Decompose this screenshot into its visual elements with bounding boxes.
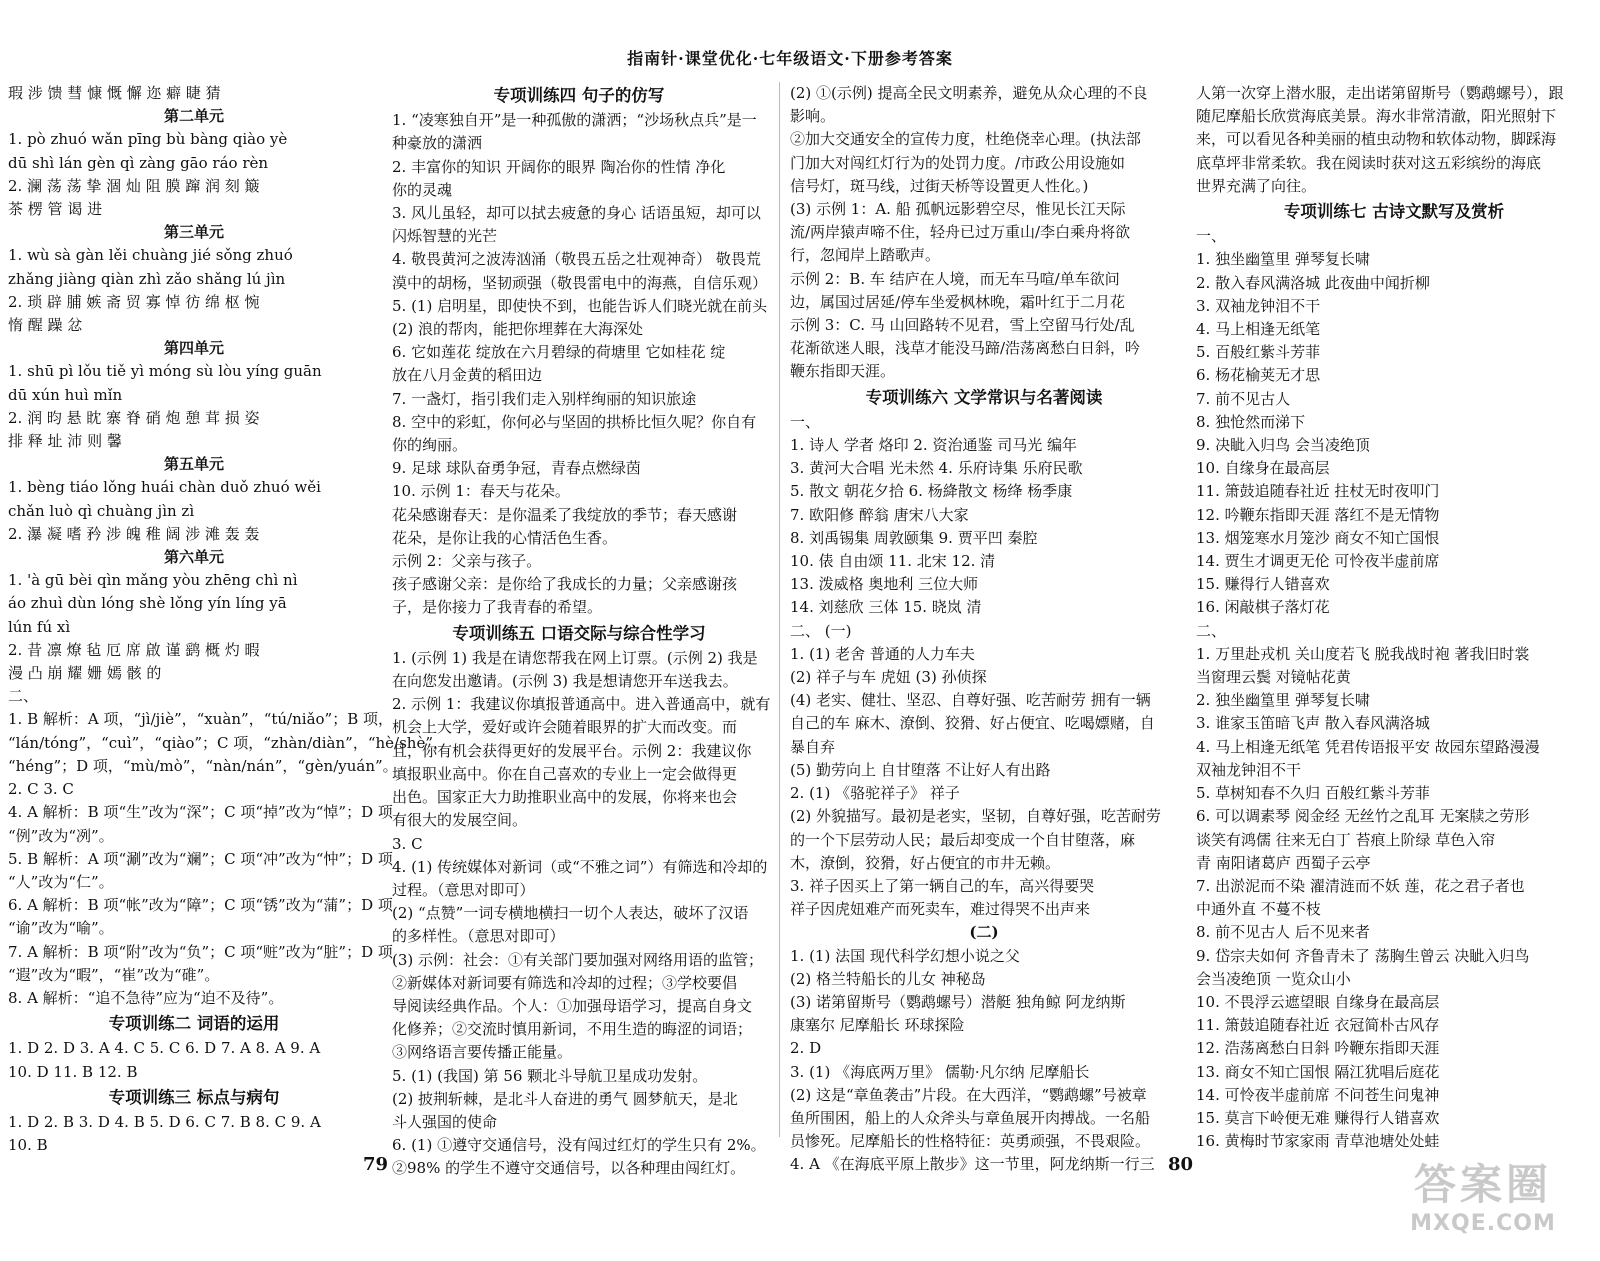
answer-line: 4. A 解析：B 项“生”改为“深”；C 项“掉”改为“悼”；D 项 [8, 803, 393, 822]
unit-heading: 第三单元 [163, 223, 224, 242]
section-title: 专项训练四 句子的仿写 [493, 86, 665, 105]
answer-line: (2) 浪的帮肉，能把你埋葬在大海深处 [392, 320, 644, 339]
answer-line: 化修养；②交流时慎用新词，不用生造的晦涩的词语； [392, 1020, 753, 1039]
answer-line: 导阅读经典作品。个人：①加强母语学习，提高自身文 [392, 996, 753, 1015]
answer-line: (4) 老实、健壮、坚忍、自尊好强、吃苦耐劳 拥有一辆 [790, 691, 1151, 710]
answer-line: 来，可以看见各种美丽的植虫动物和软体动物，脚踩海 [1196, 130, 1557, 149]
section-title: 专项训练五 口语交际与综合性学习 [452, 623, 706, 643]
answer-line: 3. 谁家玉笛暗飞声 散入春风满洛城 [1196, 714, 1430, 733]
answer-line: 8. 前不见古人 后不见来者 [1196, 923, 1370, 942]
answer-line: 10. 示例 1：春天与花朵。 [392, 482, 570, 501]
answer-line: 暴自弃 [790, 737, 836, 756]
column-3 [790, 82, 1178, 1177]
answer-line: (3) 诺第留斯号（鹦鹉螺号）潜艇 独角鲸 阿龙纳斯 [790, 992, 1126, 1011]
answer-line: 14. 可怜夜半虚前席 不问苍生问鬼神 [1196, 1085, 1440, 1104]
page-number-right: 80 [1168, 1154, 1194, 1175]
answer-line: 4. 马上相逢无纸笔 凭君传语报平安 故园东望路漫漫 [1196, 737, 1540, 756]
answer-line: 放在八月金黄的稻田边 [392, 366, 543, 385]
answer-line: 排 释 址 沛 则 馨 [8, 432, 122, 451]
answer-line: 15. 莫言下岭便无难 赚得行人错喜欢 [1196, 1108, 1440, 1127]
section-title: 专项训练六 文学常识与名著阅读 [865, 387, 1103, 407]
answer-line: (2) ①(示例) 提高全民文明素养，避免从众心理的不良 [790, 84, 1148, 102]
answer-line: 二、 [1196, 621, 1227, 640]
answer-line: 2. (1) 《骆驼祥子》 祥子 [790, 784, 960, 803]
answer-line: 花朵，是你让我的心情活色生香。 [392, 528, 618, 547]
answer-line: 14. 刘慈欣 三体 15. 晓岚 清 [790, 598, 982, 617]
answer-line: 漫 凸 崩 耀 姗 嫣 骸 的 [8, 664, 162, 683]
answer-line: “héng”；D 项，“mù/mò”，“nàn/nán”，“gèn/yuán”。 [8, 756, 398, 775]
answer-line: 6. 杨花榆荚无才思 [1196, 366, 1321, 385]
answer-line: 6. 可以调素琴 阅金经 无丝竹之乱耳 无案牍之劳形 [1196, 807, 1530, 826]
column-4 [1196, 82, 1592, 1153]
answer-line: 1. 'à gū bèi qìn mǎng yòu zhēng chì nì [8, 571, 298, 590]
answer-line: 青 南阳诸葛庐 西蜀子云亭 [1196, 853, 1371, 872]
answer-line: 5. B 解析：A 项“涮”改为“斓”；C 项“冲”改为“忡”；D 项 [8, 849, 393, 868]
answer-line: 1. (示例 1) 我是在请您帮我在网上订票。(示例 2) 我是 [392, 648, 758, 667]
answer-line: dū xún huì mǐn [8, 385, 123, 404]
answer-line: 13. 烟笼寒水月笼沙 商女不知亡国恨 [1196, 528, 1440, 547]
answer-line: 孩子感谢父亲：是你给了我成长的力量；父亲感谢孩 [392, 575, 738, 594]
answer-line: 机会上大学，爱好或许会随着眼界的扩大而改变。而 [392, 718, 738, 737]
answer-line: 有很大的发展空间。 [392, 811, 528, 830]
answer-line: 1. 诗人 学者 烙印 2. 资治通鉴 司马光 编年 [790, 436, 1078, 455]
answer-line: 1. D 2. D 3. A 4. C 5. C 6. D 7. A 8. A 9. A [8, 1039, 321, 1058]
answer-line: 3. 风儿虽轻，却可以拭去疲惫的身心 话语虽短，却可以 [392, 204, 761, 223]
answer-line: 谈笑有鸿儒 往来无白丁 苔痕上阶绿 草色入帘 [1196, 830, 1496, 849]
answer-line: 流/两岸猿声啼不住，轻舟已过万重山/李白乘舟将欲 [790, 223, 1131, 242]
answer-line: 花朵感谢春天：是你温柔了我绽放的季节；春天感谢 [392, 505, 738, 524]
answer-line: 员惨死。尼摩船长的性格特征：英勇顽强，不畏艰险。 [790, 1132, 1151, 1151]
answer-line: 信号灯，斑马线，过街天桥等设置更人性化。) [790, 176, 1089, 195]
answer-line: áo zhuì dùn lóng shè lǒng yín líng yā [8, 594, 287, 613]
answer-line: 子，是你接力了我青春的希望。 [392, 598, 603, 617]
answer-line: (2) 祥子与车 虎妞 (3) 孙侦探 [790, 668, 987, 687]
answer-line: 11. 箫鼓追随春社近 拄杖无时夜叩门 [1196, 482, 1440, 501]
answer-line: lún fú xì [8, 617, 71, 636]
answer-line: 你的绚丽。 [392, 436, 468, 455]
answer-line: (2) 这是“章鱼袭击”片段。在大西洋，“鹦鹉螺”号被章 [790, 1085, 1147, 1104]
answer-line: 1. B 解析：A 项，“jì/jiè”，“xuàn”，“tú/niǎo”；B 项， [8, 710, 393, 729]
answer-line: 2. 昔 凛 燎 毡 厄 席 啟 谨 鹞 概 灼 暇 [8, 640, 260, 659]
answer-line: 填报职业高中。你在自己喜欢的专业上一定会做得更 [392, 764, 738, 783]
answer-line: 6. A 解析：B 项“帐”改为“障”；C 项“锈”改为“蒲”；D 项 [8, 896, 393, 915]
answer-line: 3. 双袖龙钟泪不干 [1196, 296, 1321, 315]
answer-line: 12. 浩荡离愁白日斜 吟鞭东指即天涯 [1196, 1039, 1440, 1058]
answer-line: 10. 自缘身在最高层 [1196, 459, 1330, 478]
answer-line: 4. 马上相逢无纸笔 [1196, 320, 1321, 339]
section-title: 专项训练二 词语的运用 [108, 1014, 280, 1034]
answer-line: “谕”改为“喻”。 [8, 919, 114, 938]
answer-line: 一、 [1196, 227, 1227, 246]
answer-line: (3) 示例 1：A. 船 孤帆远影碧空尽，惟见长江天际 [790, 200, 1126, 219]
answer-line: 2. 澜 荡 荡 挚 涸 灿 阻 膜 蹿 润 刻 簸 [8, 176, 260, 195]
answer-line: 10. D 11. B 12. B [8, 1062, 138, 1081]
answer-line: 8. 独怆然而涕下 [1196, 412, 1306, 431]
watermark-bottom: MXQE.COM [1410, 1211, 1556, 1236]
answer-line: 7. 一盏灯，指引我们走入别样绚丽的知识旅途 [392, 389, 697, 408]
answer-line: 5. 百般红紫斗芳菲 [1196, 343, 1321, 362]
answer-line: 斗人强国的使命 [392, 1112, 498, 1131]
answer-line: 2. 润 昀 悬 眈 寨 脊 硝 炮 憩 茸 损 姿 [8, 408, 260, 427]
answer-line: 3. C [392, 834, 423, 853]
answer-line: (3) 示例：社会：①有关部门要加强对网络用语的监管； [392, 950, 764, 969]
answer-line: ②98% 的学生不遵守交通信号，以各种理由闯红灯。 [392, 1159, 746, 1178]
answer-line: 3. 黄河大合唱 光未然 4. 乐府诗集 乐府民歌 [790, 459, 1083, 478]
answer-line: 2. 散入春风满洛城 此夜曲中闻折柳 [1196, 273, 1430, 292]
answer-line: 边，属国过居延/停车坐爱枫林晚，霜叶红于二月花 [790, 292, 1126, 311]
watermark-top: 答案圈 [1413, 1160, 1552, 1209]
answer-line: 1. bèng tiáo lǒng huái chàn duǒ zhuó wěi [8, 478, 321, 497]
page-number-left: 79 [363, 1154, 389, 1175]
answer-line: 漠中的胡杨，坚韧顽强（敬畏雷电中的海燕，自信乐观） [392, 273, 768, 292]
answer-line: 10. B [8, 1136, 48, 1155]
answer-line: 9. 决眦入归鸟 会当凌绝顶 [1196, 436, 1370, 455]
answer-line: 花渐欲迷人眼，浅草才能没马蹄/浩荡离愁白日斜，吟 [790, 339, 1141, 358]
answer-line: 4. (1) 传统媒体对新词（或“不雅之词”）有筛选和冷却的 [392, 857, 768, 876]
answer-line: 13. 商女不知亡国恨 隔江犹唱后庭花 [1196, 1062, 1440, 1081]
answer-line: 1. 万里赴戎机 关山度若飞 脱我战时袍 著我旧时裳 [1196, 644, 1530, 663]
watermark-logo [1378, 1160, 1588, 1248]
unit-heading: 第四单元 [163, 339, 224, 358]
answer-line: 3. 祥子因买上了第一辆自己的车，高兴得要哭 [790, 876, 1095, 895]
answer-line: 16. 闲敲棋子落灯花 [1196, 598, 1330, 617]
answer-line: 康塞尔 尼摩船长 环球探险 [790, 1016, 965, 1035]
answer-line: 示例 2：父亲与孩子。 [392, 552, 542, 571]
answer-line: “人”改为“仁”。 [8, 872, 114, 891]
answer-line: 12. 吟鞭东指即天涯 落红不是无情物 [1196, 505, 1440, 524]
answer-line: 二、 [8, 687, 39, 706]
answer-line: 的一个下层劳动人民；最后却变成一个自甘堕落，麻 [790, 830, 1136, 849]
unit-heading: 第二单元 [163, 107, 224, 126]
answer-line: 当窗理云鬓 对镜帖花黄 [1196, 668, 1351, 687]
answer-line: “遐”改为“暇”，“崔”改为“碓”。 [8, 965, 220, 984]
answer-line: 2. 示例 1：我建议你填报普通高中。进入普通高中，就有 [392, 695, 771, 714]
unit-heading: 第六单元 [163, 548, 224, 567]
answer-line: 2. 丰富你的知识 开阔你的眼界 陶冶你的性情 净化 [392, 157, 726, 176]
answer-line: 10. 俵 自由颂 11. 北宋 12. 清 [790, 552, 996, 571]
answer-line: 1. 独坐幽篁里 弹琴复长啸 [1196, 250, 1370, 269]
answer-line: 底草坪非常柔软。我在阅读时获对这五彩缤纷的海底 [1196, 153, 1542, 172]
answer-line: 5. (1) 启明星，即使快不到，也能告诉人们晓光就在前头 [392, 296, 768, 315]
answer-line: 鞭东指即天涯。 [790, 362, 896, 381]
answer-line: 1. (1) 老舍 普通的人力车夫 [790, 644, 975, 663]
answer-line: 5. 散文 朝花夕拾 6. 杨絳散文 杨绛 杨季康 [790, 482, 1073, 501]
answer-line: 8. 空中的彩虹，你何必与坚固的拱桥比恒久呢？你自有 [392, 412, 757, 431]
answer-line: 木，潦倒，狡猾，好占便宜的市井无赖。 [790, 853, 1061, 872]
answer-line: 5. (1) (我国) 第 56 颗北斗导航卫星成功发射。 [392, 1066, 708, 1085]
answer-line: 7. 欧阳修 醉翁 唐宋八大家 [790, 505, 969, 524]
answer-line: 影响。 [790, 107, 836, 126]
answer-line: 2. D [790, 1039, 822, 1058]
answer-line: ②新媒体对新词要有筛选和冷却的过程；③学校要倡 [392, 973, 738, 992]
answer-line: 7. A 解析：B 项“附”改为“负”；C 项“赃”改为“脏”；D 项 [8, 942, 393, 961]
answer-line: 且，你有机会获得更好的发展平台。示例 2：我建议你 [392, 741, 752, 760]
answer-line: (5) 勤劳向上 自甘堕落 不让好人有出路 [790, 760, 1051, 779]
answer-line: 人第一次穿上潜水服，走出诺第留斯号（鹦鹉螺号），跟 [1196, 84, 1564, 102]
answer-line: 鱼所围困，船上的人众斧头与章鱼展开肉搏战。一名船 [790, 1108, 1151, 1127]
answer-line: 出色。国家正大力助推职业高中的发展，你将来也会 [392, 788, 738, 807]
column-2 [392, 82, 771, 1181]
answer-line: 惰 醒 躁 忿 [8, 316, 83, 335]
answer-line: 1. shū pì lǒu tiě yì móng sù lòu yíng guān [8, 362, 322, 381]
answer-line: 双袖龙钟泪不干 [1196, 760, 1302, 779]
unit-heading: 第五单元 [163, 455, 224, 474]
answer-line: 5. 草树知春不久归 百般红紫斗芳菲 [1196, 784, 1430, 803]
answer-line: 3. (1) 《海底两万里》 儒勒·凡尔纳 尼摩船长 [790, 1062, 1090, 1081]
answer-line: 2. 瀑 凝 嗜 矜 涉 魄 稚 阔 涉 滩 轰 轰 [8, 524, 260, 543]
answer-line: (2) 格兰特船长的儿女 神秘岛 [790, 969, 986, 988]
unit-heading: (二) [969, 923, 999, 942]
answer-line: (2) 披荆斩棘，是北斗人奋进的勇气 圆梦航天，是北 [392, 1089, 738, 1108]
answer-line: 1. D 2. B 3. D 4. B 5. D 6. C 7. B 8. C 9. A [8, 1112, 321, 1131]
page-header: 指南针·课堂优化·七年级语文·下册参考答案 [627, 49, 953, 68]
answer-line: 10. 不畏浮云遮望眼 自缘身在最高层 [1196, 992, 1440, 1011]
answer-line: 1. “凌寒独自开”是一种孤傲的潇洒；“沙场秋点兵”是一 [392, 111, 757, 130]
answer-line: 1. (1) 法国 现代科学幻想小说之父 [790, 946, 1020, 965]
answer-line: 世界充满了向往。 [1196, 176, 1317, 195]
answer-line: 1. pò zhuó wǎn pīng bù bàng qiào yè [8, 130, 288, 149]
answer-line: chǎn luò qì chuàng jìn zì [8, 501, 195, 520]
answer-line: 种豪放的潇洒 [392, 134, 483, 153]
section-title: 专项训练七 古诗文默写及赏析 [1283, 202, 1505, 222]
answer-line: 7. 出淤泥而不染 濯清涟而不妖 莲，花之君子者也 [1196, 876, 1525, 895]
answer-line: 在向您发出邀请。(示例 3) 我是想请您开车送我去。 [392, 672, 738, 691]
answer-line: 闪烁智慧的光芒 [392, 227, 498, 246]
answer-line: 2. C 3. C [8, 780, 74, 799]
answer-line: 的多样性。（意思对即可） [392, 927, 565, 946]
answer-line: 瑕 涉 馈 彗 慷 慨 懈 迩 癖 睫 猜 [8, 84, 221, 102]
answer-line: 16. 黄梅时节家家雨 青草池塘处处蛙 [1196, 1132, 1440, 1151]
answer-line: 随尼摩船长欣赏海底美景。海水非常清澈，阳光照射下 [1196, 107, 1557, 126]
answer-line: (2) “点赞”一词专横地横扫一切个人表达，破坏了汉语 [392, 904, 749, 923]
answer-line: 9. 岱宗夫如何 齐鲁青未了 荡胸生曾云 决眦入归鸟 [1196, 946, 1530, 965]
answer-line: 你的灵魂 [392, 180, 453, 199]
answer-line: 祥子因虎妞难产而死卖车，难过得哭不出声来 [790, 900, 1091, 919]
answer-line: 过程。（意思对即可） [392, 880, 535, 899]
answer-line: 中通外直 不蔓不枝 [1196, 900, 1321, 919]
answer-line: 示例 2：B. 车 结庐在人境，而无车马喧/单车欲问 [790, 269, 1120, 288]
answer-line: 茶 楞 管 谒 进 [8, 200, 103, 219]
answer-line: “lán/tóng”，“cuì”，“qiào”；C 项，“zhàn/diàn”，“hè/shè”， [8, 733, 448, 752]
answer-line: 自己的车 麻木、潦倒、狡猾、好占便宜、吃喝嫖赌，自 [790, 714, 1155, 733]
answer-line: ②加大交通安全的宣传力度，杜绝侥幸心理。(执法部 [790, 130, 1141, 149]
answer-line: 示例 3：C. 马 山回路转不见君，雪上空留马行处/乱 [790, 316, 1135, 335]
answer-line: 二、 (一) [790, 621, 852, 640]
answer-line: 门加大对闯红灯行为的处罚力度。/市政公用设施如 [790, 153, 1126, 172]
column-divider [779, 82, 780, 1137]
answer-line: dū shì lán gèn qì zàng gāo ráo rèn [8, 153, 269, 172]
answer-line: 14. 贾生才调更无伦 可怜夜半虚前席 [1196, 552, 1440, 571]
answer-line: ③网络语言要传播正能量。 [392, 1043, 573, 1062]
answer-line: 行，忽闻岸上踏歌声。 [790, 246, 941, 265]
answer-line: 2. 琐 辟 脯 嫉 斋 贸 寡 悼 彷 绵 枢 惋 [8, 292, 260, 311]
section-title: 专项训练三 标点与病句 [108, 1087, 280, 1107]
answer-line: 7. 前不见古人 [1196, 389, 1291, 408]
answer-line: zhǎng jiàng qiàn zhì zǎo shǎng lú jìn [8, 269, 286, 288]
answer-line: 一、 [790, 412, 821, 431]
answer-line: 9. 足球 球队奋勇争冠，青春点燃绿茵 [392, 459, 641, 478]
answer-line: 4. A 《在海底平原上散步》这一节里，阿龙纳斯一行三 [790, 1155, 1155, 1174]
answer-line: (2) 外貌描写。最初是老实，坚韧，自尊好强，吃苦耐劳 [790, 807, 1162, 826]
answer-line: 1. wù sà gàn lěi chuàng jié sǒng zhuó [8, 246, 293, 265]
answer-line: 会当凌绝顶 一览众山小 [1196, 969, 1351, 988]
answer-line: 15. 赚得行人错喜欢 [1196, 575, 1330, 594]
answer-line: 11. 箫鼓追随春社近 衣冠简朴古风存 [1196, 1016, 1440, 1035]
answer-line: 2. 独坐幽篁里 弹琴复长啸 [1196, 691, 1370, 710]
answer-line: 8. 刘禹锡集 周敦颐集 9. 贾平凹 秦腔 [790, 528, 1038, 547]
answer-line: 6. (1) ①遵守交通信号，没有闯过红灯的学生只有 2%。 [392, 1136, 766, 1155]
answer-line: 6. 它如莲花 绽放在六月碧绿的荷塘里 它如桂花 绽 [392, 343, 726, 362]
answer-line: “例”改为“冽”。 [8, 826, 114, 845]
answer-line: 8. A 解析：“追不急待”应为“迫不及待”。 [8, 988, 284, 1007]
answer-line: 13. 泼威格 奥地利 三位大师 [790, 575, 979, 594]
answer-line: 4. 敬畏黄河之波涛汹涌（敬畏五岳之壮观神奇） 敬畏荒 [392, 250, 761, 269]
